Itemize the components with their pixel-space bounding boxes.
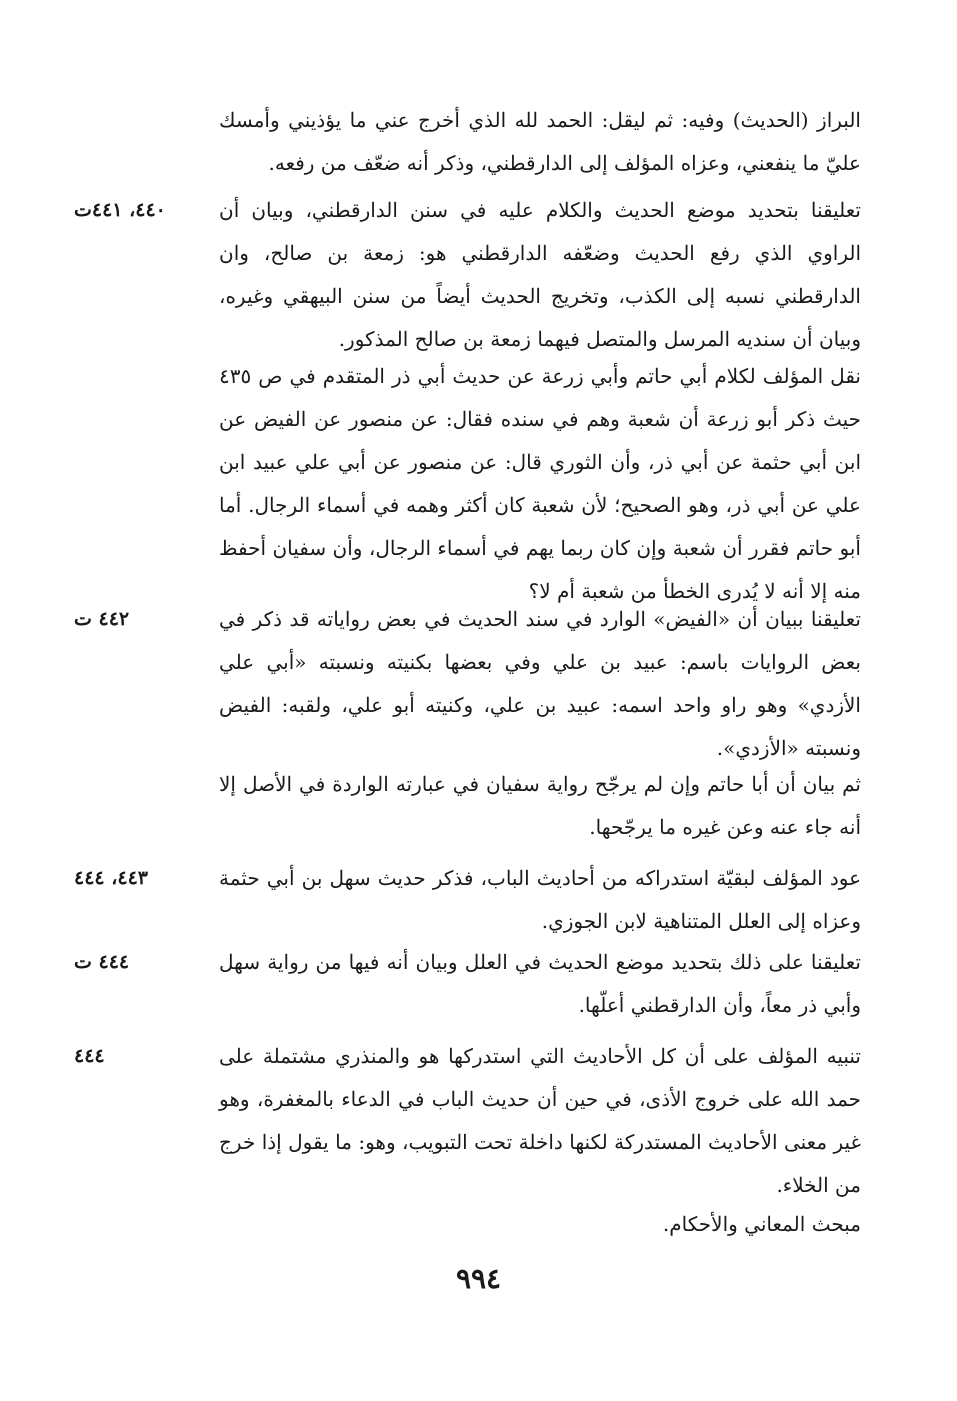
paragraph-7 <box>74 941 861 1027</box>
paragraph-text: عود المؤلف لبقيّة استدراكه من أحاديث الباب، فذكر حديث سهل بن أبي حثمة وعزاه إلى العلل المتناهية لابن الجوزي. <box>219 866 861 933</box>
paragraph-text: البراز (الحديث) وفيه: ثم ليقل: الحمد لله الذي أخرج عني ما يؤذيني وأمسك عليّ ما ينفعني، وعزاه المؤلف إلى الدارقطني، وذكر أنه ضعّف من رفعه. <box>219 108 861 175</box>
paragraph-6 <box>74 857 861 943</box>
paragraph-text: مبحث المعاني والأحكام. <box>662 1212 861 1236</box>
paragraph-text: تنبيه المؤلف على أن كل الأحاديث التي استدركها هو والمنذري مشتملة على حمد الله على خروج الأذى، في حين أن حديث الباب في الدعاء بالمغفرة، وهو غير معنى الأحاديث المستدركة لكنها داخلة تحت التبويب، وهو: ما يقول إذا خرج من الخلاء. <box>219 1044 861 1197</box>
paragraph-8 <box>74 1035 861 1207</box>
paragraph-text: نقل المؤلف لكلام أبي حاتم وأبي زرعة عن حديث أبي ذر المتقدم في ص ٤٣٥ حيث ذكر أبو زرعة أن شعبة وهم في سنده فقال: عن منصور عن الفيض عن ابن أبي حثمة عن أبي ذر، وأن الثوري قال: عن منصور عن أبي علي عبيد ابن علي عن أبي ذر، وهو الصحيح؛ لأن شعبة كان أكثر وهمه في أسماء الرجال. أما أبو حاتم فقرر أن شعبة وإن كان ربما يهم في أسماء الرجال، وأن سفيان أحفظ منه إلا أنه لا يُدرى الخطأ من شعبة أم لا؟ <box>219 364 862 603</box>
page-reference: ٤٤٠، ٤٤١ت <box>74 199 166 221</box>
paragraph-text: تعليقنا ببيان أن «الفيض» الوارد في سند الحديث في بعض رواياته قد ذكر في بعض الروايات باسم: عبيد بن علي وفي بعضها بكنيته ونسبته «أبي علي الأزدي» وهو راو واحد اسمه: عبيد بن علي، وكنيته أبو علي، ولقبه: الفيض ونسبته «الأزدي». <box>219 607 861 760</box>
page-reference: ٤٤٣، ٤٤٤ <box>74 867 148 889</box>
paragraph-1 <box>219 99 861 185</box>
paragraph-4 <box>74 598 861 770</box>
paragraph-2 <box>74 189 861 361</box>
page-reference: ٤٤٢ ت <box>74 608 130 630</box>
page-reference: ٤٤٤ ت <box>74 951 130 973</box>
paragraph-text: ثم بيان أن أبا حاتم وإن لم يرجّح رواية سفيان في عبارته الواردة في الأصل إلا أنه جاء عنه وعن غيره ما يرجّحها. <box>219 772 861 839</box>
paragraph-text: تعليقنا على ذلك بتحديد موضع الحديث في العلل وبيان أنه فيها من رواية سهل وأبي ذر معاً، وأن الدارقطني أعلّها. <box>219 950 861 1017</box>
paragraph-5 <box>219 763 861 849</box>
paragraph-9 <box>219 1203 861 1246</box>
paragraph-text: تعليقنا بتحديد موضع الحديث والكلام عليه في سنن الدارقطني، وبيان أن الراوي الذي رفع الحديث وضعّفه الدارقطني هو: زمعة بن صالح، وان الدارقطني نسبه إلى الكذب، وتخريج الحديث أيضاً من سنن البيهقي وغيره، وبيان أن سنديه المرسل والمتصل فيهما زمعة بن صالح المذكور. <box>219 198 861 351</box>
paragraph-3 <box>219 355 861 613</box>
page-number: ٩٩٤ <box>455 1262 502 1295</box>
page-reference: ٤٤٤ <box>74 1045 105 1067</box>
